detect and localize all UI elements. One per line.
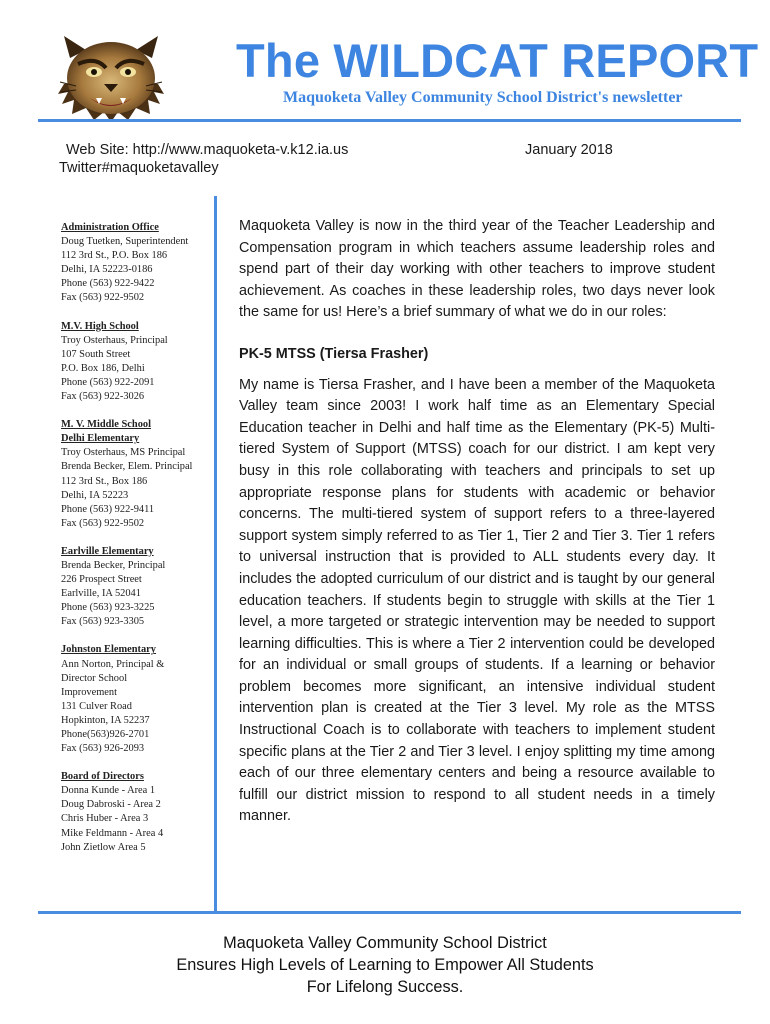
sidebar-line: Fax (563) 923-3305 — [61, 616, 145, 628]
sidebar-line: Phone(563)926-2701 — [61, 729, 150, 740]
wildcat-mascot-icon — [56, 34, 166, 124]
sidebar-line: Hopkinton, IA 52237 — [61, 714, 150, 726]
sidebar-block-earlville — [61, 545, 211, 630]
sidebar-heading: Earlville Elementary — [61, 545, 154, 557]
newsletter-title: The WILDCAT REPORT — [236, 34, 759, 87]
sidebar-heading: M. V. Middle School — [61, 419, 151, 431]
sidebar-line: Brenda Becker, Elem. Principal — [61, 461, 193, 473]
sidebar-line: Fax (563) 922-3026 — [61, 391, 145, 403]
sidebar-line: Mike Feldmann - Area 4 — [61, 827, 164, 839]
sidebar-heading: Delhi Elementary — [61, 433, 140, 445]
sidebar-line: Brenda Becker, Principal — [61, 559, 166, 571]
column-divider — [214, 196, 217, 914]
sidebar-block-middle-school — [61, 418, 211, 531]
sidebar-line: Phone (563) 922-9422 — [61, 278, 155, 290]
main-article — [239, 216, 715, 828]
sidebar-heading: Administration Office — [61, 222, 159, 233]
sidebar-block-administration — [61, 221, 211, 306]
sidebar-line: Fax (563) 922-9502 — [61, 292, 145, 304]
sidebar-line: Delhi, IA 52223 — [61, 489, 129, 501]
sidebar-line: Donna Kunde - Area 1 — [61, 785, 156, 797]
mission-footer — [0, 932, 770, 998]
twitter-line: Twitter#maquoketavalley — [59, 160, 219, 176]
sidebar-line: Ann Norton, Principal & — [61, 658, 165, 670]
intro-paragraph: Maquoketa Valley is now in the third year of the Teacher Leadership and Compensation program in which teachers assume leadership roles and spend part of their day working with other teachers to improve student achievement. As coaches in these leadership roles, two days never look the same for us! Here’s a brief summary of what we do in our roles: — [239, 218, 715, 321]
bottom-divider — [38, 911, 741, 914]
sidebar-line: Improvement — [61, 686, 117, 698]
sidebar-line: Doug Dabroski - Area 2 — [61, 799, 161, 811]
sidebar-heading: M.V. High School — [61, 320, 139, 332]
sidebar-line: Delhi, IA 52223-0186 — [61, 264, 153, 276]
sidebar-line: Phone (563) 922-2091 — [61, 376, 155, 388]
sidebar-line: 112 3rd St., Box 186 — [61, 475, 148, 487]
footer-line: For Lifelong Success. — [306, 978, 464, 996]
sidebar-line: Troy Osterhaus, MS Principal — [61, 447, 186, 459]
sidebar-line: Phone (563) 922-9411 — [61, 503, 155, 515]
sidebar-line: Phone (563) 923-3225 — [61, 602, 155, 614]
sidebar-line: Fax (563) 926-2093 — [61, 743, 145, 755]
section-heading: PK-5 MTSS (Tiersa Frasher) — [239, 345, 429, 362]
website-line: Web Site: http://www.maquoketa-v.k12.ia.us — [66, 142, 349, 158]
sidebar-line: Doug Tuetken, Superintendent — [61, 236, 189, 248]
sidebar-line: 107 South Street — [61, 348, 131, 360]
contact-sidebar — [61, 221, 211, 869]
footer-line: Ensures High Levels of Learning to Empower All Students — [176, 956, 594, 974]
sidebar-block-johnston — [61, 643, 211, 756]
top-divider — [38, 119, 741, 122]
sidebar-line: 131 Culver Road — [61, 700, 132, 712]
sidebar-heading: Board of Directors — [61, 771, 144, 783]
sidebar-line: 112 3rd St., P.O. Box 186 — [61, 250, 168, 262]
newsletter-subtitle: Maquoketa Valley Community School District's newsletter — [283, 89, 683, 106]
footer-line: Maquoketa Valley Community School District — [223, 934, 547, 952]
sidebar-line: John Zietlow Area 5 — [61, 841, 146, 853]
sidebar-line: 226 Prospect Street — [61, 574, 142, 586]
sidebar-line: Earlville, IA 52041 — [61, 588, 141, 600]
sidebar-block-high-school — [61, 320, 211, 405]
sidebar-line: Fax (563) 922-9502 — [61, 517, 145, 529]
sidebar-line: P.O. Box 186, Delhi — [61, 362, 145, 374]
sidebar-line: Chris Huber - Area 3 — [61, 813, 149, 825]
issue-date: January 2018 — [525, 142, 613, 158]
sidebar-line: Troy Osterhaus, Principal — [61, 334, 168, 346]
sidebar-block-board — [61, 770, 211, 855]
section-paragraph: My name is Tiersa Frasher, and I have been a member of the Maquoketa Valley team since 2003! I work half time as an Elementary Special Education teacher in Delhi and half time as the Elementary (PK-5) Multi-tiered System of Support (MTSS) coach for our district. I am kept very busy in this role collaborating with teachers and principals to set up appropriate response plans for students with academic or behavior concerns. The multi-tiered system of support refers to a three-layered support system simply referred to as Tier 1, Tier 2 and Tier 3. Tier 1 refers to universal instruction that is provided to ALL students every day. It includes the adopted curriculum of our district and is taught by our general education teachers. If students begin to struggle with skills at the Tier 1 level, a more targeted or strategic intervention may be needed to support learning difficulties. This is where a Tier 2 intervention could be developed for an individual or small groups of students. If a learning or behavior problem becomes more significant, an intensive individual student intervention plan is created at the Tier 3 level. My role as the MTSS Instructional Coach is to collaborate with teachers to implement student specific plans at the Tier 2 and Tier 3 level. I enjoy splitting my time among each of our three elementary centers and being a resource available to fulfill our district mission to respond to all student needs in a timely manner. — [239, 376, 715, 825]
sidebar-heading: Johnston Elementary — [61, 644, 156, 656]
sidebar-line: Director School — [61, 672, 128, 684]
